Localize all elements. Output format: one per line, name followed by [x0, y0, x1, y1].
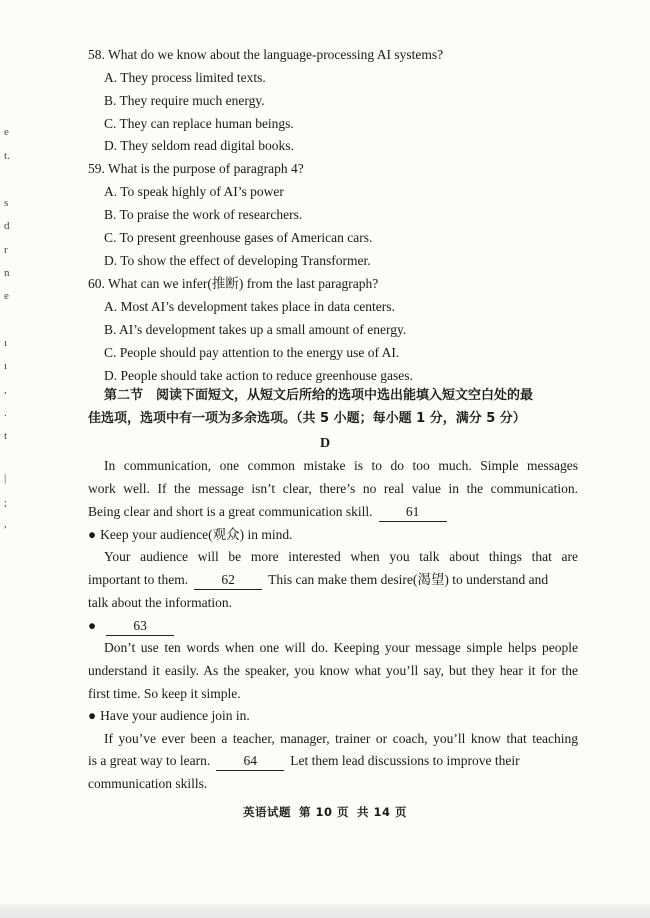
- paragraph-2-line-2-b: This can make them desire(渴望) to understand and: [268, 572, 549, 587]
- question-58-stem: 58. What do we know about the language-processing AI systems?: [88, 47, 444, 62]
- bullet-icon: ●: [88, 527, 97, 542]
- paragraph-1-line-1: In communication, one common mistake is to do too much. Simple messages: [104, 458, 578, 473]
- question-58-option-c[interactable]: C. They can replace human beings.: [104, 116, 294, 131]
- question-59-option-d[interactable]: D. To show the effect of developing Transformer.: [104, 253, 371, 268]
- passage-letter: D: [319, 436, 331, 451]
- edge-mark: ,: [4, 384, 7, 396]
- footer-subject: 英语试题: [242, 805, 291, 819]
- section-2-heading-line2: 佳选项，选项中有一项为多余选项。（共 5 小题；每小题 1 分，满分 5 分）: [88, 411, 526, 426]
- paragraph-1-line-3-text: Being clear and short is a great communication skill.: [88, 504, 373, 519]
- bullet-icon: ●: [88, 708, 97, 723]
- blank-62[interactable]: 62: [194, 571, 262, 590]
- subheading-2: [88, 617, 578, 636]
- question-60-option-c[interactable]: C. People should pay attention to the energy use of AI.: [104, 345, 400, 360]
- blank-64[interactable]: 64: [216, 752, 284, 771]
- paragraph-3-line-2: understand it easily. As the speaker, you know what you’ll say, but they hear it for the: [88, 663, 578, 678]
- question-60-option-a[interactable]: A. Most AI’s development takes place in data centers.: [104, 299, 395, 314]
- question-59-option-c[interactable]: C. To present greenhouse gases of American cars.: [104, 230, 373, 245]
- paragraph-4-line-3: communication skills.: [88, 776, 208, 791]
- edge-mark: ,: [4, 518, 7, 530]
- edge-mark: e: [4, 126, 9, 138]
- blank-63[interactable]: 63: [106, 617, 174, 636]
- question-59-stem: 59. What is the purpose of paragraph 4?: [88, 161, 304, 176]
- question-58-option-a[interactable]: A. They process limited texts.: [104, 70, 266, 85]
- paragraph-1-line-3: [88, 503, 578, 522]
- paragraph-4-line-2-a: is a great way to learn.: [88, 753, 211, 768]
- question-59-option-b[interactable]: B. To praise the work of researchers.: [104, 207, 303, 222]
- footer-page-number: 第 10 页: [298, 805, 349, 819]
- subheading-1: [88, 526, 578, 544]
- question-60-stem: 60. What can we infer(推断) from the last paragraph?: [88, 276, 379, 291]
- edge-mark: t.: [4, 150, 10, 162]
- edge-mark: n: [4, 267, 10, 279]
- paragraph-3-line-1: Don’t use ten words when one will do. Keeping your message simple helps people: [104, 640, 578, 655]
- edge-mark: r: [4, 244, 8, 256]
- page-footer: [0, 804, 650, 820]
- footer-total-pages: 共 14 页: [357, 805, 408, 819]
- paragraph-3-line-3: first time. So keep it simple.: [88, 686, 241, 701]
- paragraph-4-line-1: If you’ve ever been a teacher, manager, trainer or coach, you’ll know that teaching: [104, 731, 578, 746]
- scan-bottom-edge: [0, 904, 650, 918]
- edge-mark: ı: [4, 337, 8, 349]
- question-58-option-d[interactable]: D. They seldom read digital books.: [104, 138, 294, 153]
- paragraph-4-line-2-b: Let them lead discussions to improve their: [290, 753, 520, 768]
- edge-mark: d: [4, 220, 10, 232]
- subheading-3: [88, 707, 578, 725]
- question-60-option-d[interactable]: D. People should take action to reduce greenhouse gases.: [104, 368, 413, 383]
- edge-mark: s: [4, 197, 9, 209]
- paragraph-2-line-2-a: important to them.: [88, 572, 189, 587]
- edge-mark: ı: [4, 360, 8, 372]
- paragraph-1-line-2: work well. If the message isn’t clear, there’s no real value in the communication.: [88, 481, 578, 496]
- paragraph-2-line-1: Your audience will be more interested when you talk about things that are: [104, 549, 578, 564]
- question-60-option-b[interactable]: B. AI’s development takes up a small amount of energy.: [104, 322, 407, 337]
- edge-mark: e: [4, 290, 9, 302]
- paragraph-2-line-2: [88, 571, 578, 590]
- question-59-option-a[interactable]: A. To speak highly of AI’s power: [104, 184, 284, 199]
- subheading-3-text: Have your audience join in.: [100, 708, 250, 723]
- section-2-heading-line1: 第二节 阅读下面短文，从短文后所给的选项中选出能填入短文空白处的最: [104, 388, 534, 403]
- edge-mark: |: [4, 472, 7, 484]
- edge-mark: .: [4, 407, 7, 419]
- paragraph-2-line-3: talk about the information.: [88, 595, 232, 610]
- blank-61[interactable]: 61: [379, 503, 447, 522]
- paragraph-4-line-2: [88, 752, 578, 771]
- subheading-1-text: Keep your audience(观众) in mind.: [100, 527, 293, 542]
- bullet-icon: ●: [88, 618, 97, 633]
- edge-mark: ;: [4, 497, 8, 509]
- edge-mark: t: [4, 430, 8, 442]
- question-58-option-b[interactable]: B. They require much energy.: [104, 93, 265, 108]
